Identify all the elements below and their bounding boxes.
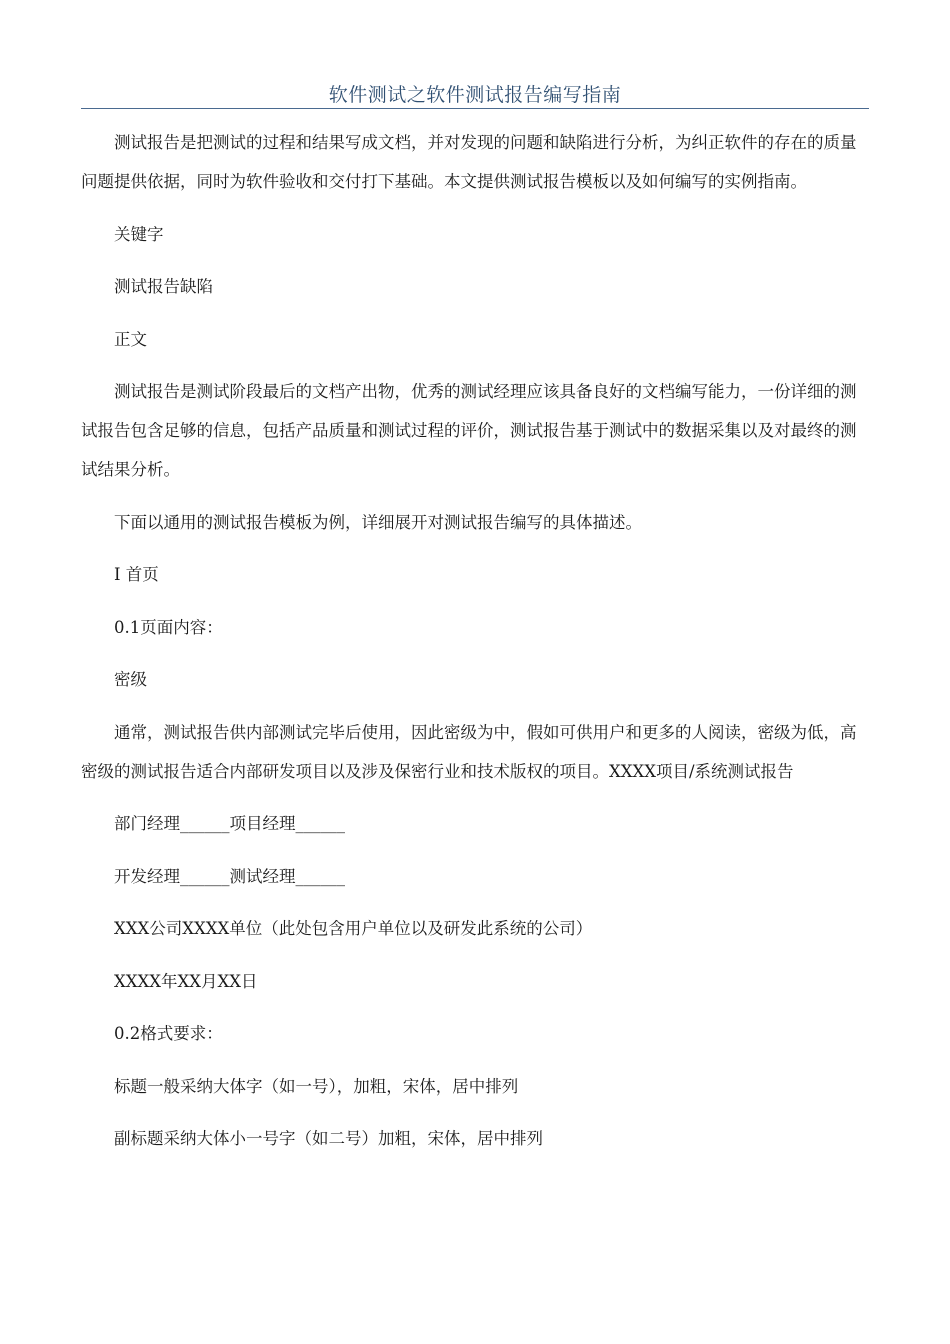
paragraph-format-title: 标题一般采纳大体字（如一号），加粗，宋体，居中排列 (114, 1076, 519, 1096)
paragraph-classification-heading: 密级 (114, 670, 147, 689)
section-heading-home: Ⅰ 首页 (114, 565, 159, 584)
paragraph-intro: 测试报告是把测试的过程和结果写成文档，并对发现的问题和缺陷进行分析，为纠正软件的存在的质量问题提供依据，同时为软件验收和交付打下基础。本文提供测试报告模板以及如何编写的实例指南。 (81, 133, 857, 191)
paragraph-body-2: 下面以通用的测试报告模板为例，详细展开对测试报告编写的具体描述。 (114, 512, 642, 532)
paragraph-signoff-1: 部门经理______项目经理______ (114, 814, 345, 833)
paragraph-date: XXXX年XX月XX日 (114, 971, 258, 991)
paragraph-signoff-2: 开发经理______测试经理______ (114, 866, 345, 886)
paragraph-company: XXX公司XXXX单位（此处包含用户单位以及研发此系统的公司） (114, 919, 593, 938)
subsection-format: 0.2格式要求： (114, 1024, 223, 1043)
paragraph-keywords-heading: 关键字 (114, 224, 164, 244)
paragraph-classification: 通常，测试报告供内部测试完毕后使用，因此密级为中，假如可供用户和更多的人阅读，密级为低，高密级的测试报告适合内部研发项目以及涉及保密行业和技术版权的项目。XXXX项目/系统测试报告 (81, 722, 857, 781)
header-divider (81, 108, 869, 109)
paragraph-keywords: 测试报告缺陷 (114, 277, 213, 296)
paragraph-format-subtitle: 副标题采纳大体小一号字（如二号）加粗，宋体，居中排列 (114, 1129, 543, 1148)
document-title: 软件测试之软件测试报告编写指南 (328, 84, 622, 106)
document-body (81, 123, 861, 1172)
paragraph-body-1: 测试报告是测试阶段最后的文档产出物，优秀的测试经理应该具备良好的文档编写能力，一份详细的测试报告包含足够的信息，包括产品质量和测试过程的评价，测试报告基于测试中的数据采集以及对最终的测试结果分析。 (81, 382, 857, 479)
paragraph-body-heading: 正文 (114, 329, 147, 349)
subsection-page-content: 0.1页面内容： (114, 617, 223, 637)
